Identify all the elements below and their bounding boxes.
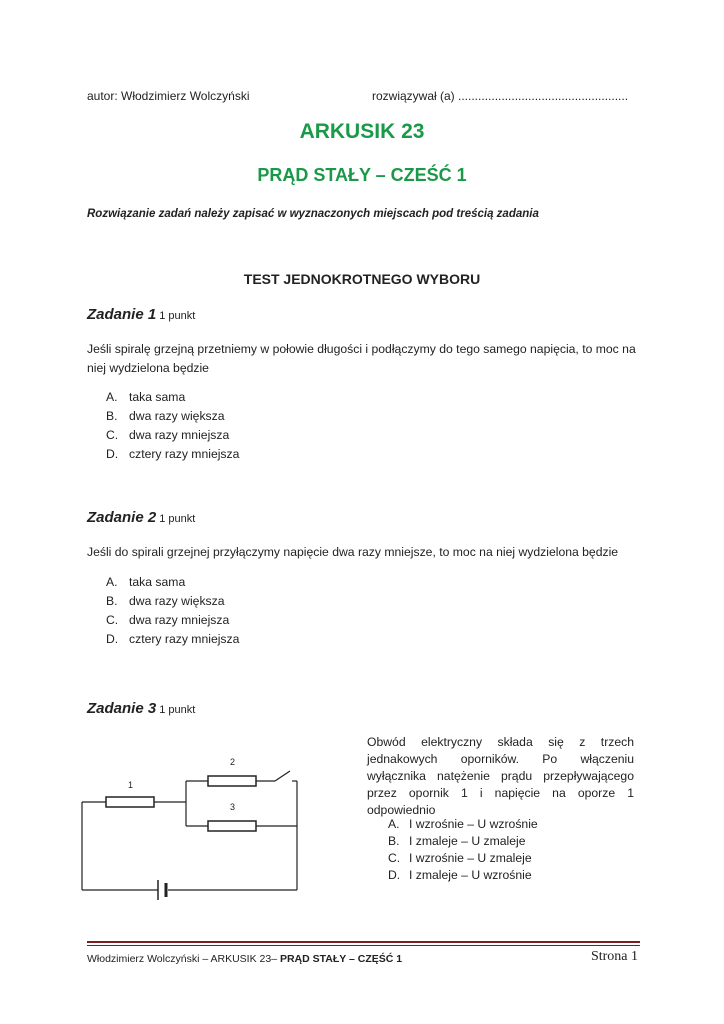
task-3-label: Zadanie 3 bbox=[87, 700, 157, 717]
task-2-label: Zadanie 2 bbox=[87, 509, 157, 526]
task-3-answer-d[interactable]: D. I zmaleje – U wzrośnie bbox=[388, 868, 532, 882]
task-2-answer-c[interactable]: C. dwa razy mniejsza bbox=[106, 613, 230, 627]
task-3-heading bbox=[87, 700, 195, 717]
footer-text bbox=[87, 953, 402, 965]
task-2-answer-a[interactable]: A. taka sama bbox=[106, 575, 186, 589]
page-subtitle: PRĄD STAŁY – CZEŚĆ 1 bbox=[257, 165, 467, 185]
footer-topic: PRĄD STAŁY – CZĘŚĆ 1 bbox=[279, 953, 403, 965]
resistor-3-label: 3 bbox=[230, 802, 236, 812]
task-2-answer-d[interactable]: D. cztery razy mniejsza bbox=[106, 632, 240, 646]
task-2-answers bbox=[106, 573, 239, 649]
task-1-answer-c[interactable]: C. dwa razy mniejsza bbox=[106, 428, 230, 442]
resistor-2-label: 2 bbox=[230, 757, 236, 767]
task-3-answer-b[interactable]: B. I zmaleje – U zmaleje bbox=[388, 834, 526, 848]
circuit-diagram bbox=[70, 748, 320, 908]
solver-line: rozwiązywał (a) ................................................... bbox=[372, 89, 629, 103]
section-title: TEST JEDNOKROTNEGO WYBORU bbox=[243, 271, 481, 287]
resistor-1 bbox=[106, 797, 154, 807]
task-2-answer-b[interactable]: B. dwa razy większa bbox=[106, 594, 225, 608]
task-1-points: 1 punkt bbox=[159, 310, 196, 322]
task-1-heading bbox=[87, 306, 195, 323]
footer-rule bbox=[87, 941, 640, 943]
task-1-question: Jeśli spiralę grzejną przetniemy w połowie długości i podłączymy do tego samego napięcia, to moc na niej wydzielona będzie bbox=[87, 342, 636, 375]
task-3-answers bbox=[388, 816, 538, 884]
task-1-answer-b[interactable]: B. dwa razy większa bbox=[106, 409, 225, 423]
page-title: ARKUSIK 23 bbox=[299, 120, 425, 143]
task-1-answers bbox=[106, 388, 239, 464]
switch bbox=[275, 771, 290, 781]
task-1-answer-a[interactable]: A. taka sama bbox=[106, 390, 186, 404]
page-number: Strona 1 bbox=[590, 949, 638, 964]
author-line: autor: Włodzimierz Wolczyński bbox=[87, 89, 250, 103]
footer-rule-thin bbox=[87, 945, 640, 946]
task-3-answer-c[interactable]: C. I wzrośnie – U zmaleje bbox=[388, 851, 532, 865]
task-3-answer-a[interactable]: A. I wzrośnie – U wzrośnie bbox=[388, 817, 538, 831]
task-1-label: Zadanie 1 bbox=[87, 306, 157, 323]
footer-author: Włodzimierz Wolczyński – ARKUSIK 23– bbox=[87, 953, 278, 965]
resistor-1-label: 1 bbox=[128, 780, 134, 790]
resistor-3 bbox=[208, 821, 256, 831]
task-2-points: 1 punkt bbox=[159, 513, 196, 525]
task-3-question: Obwód elektryczny składa się z trzech jednakowych oporników. Po włączeniu wyłącznika natężenie prądu przepływającego przez opornik 1 i napięcie na oporze 1 odpowiednio bbox=[367, 735, 634, 817]
task-2-heading bbox=[87, 509, 195, 526]
task-1-answer-d[interactable]: D. cztery razy mniejsza bbox=[106, 447, 240, 461]
task-3-points: 1 punkt bbox=[159, 704, 196, 716]
task-2-question: Jeśli do spirali grzejnej przyłączymy napięcie dwa razy mniejsze, to moc na niej wydzielona będzie bbox=[87, 545, 619, 559]
resistor-2 bbox=[208, 776, 256, 786]
instruction: Rozwiązanie zadań należy zapisać w wyznaczonych miejscach pod treścią zadania bbox=[87, 208, 539, 220]
